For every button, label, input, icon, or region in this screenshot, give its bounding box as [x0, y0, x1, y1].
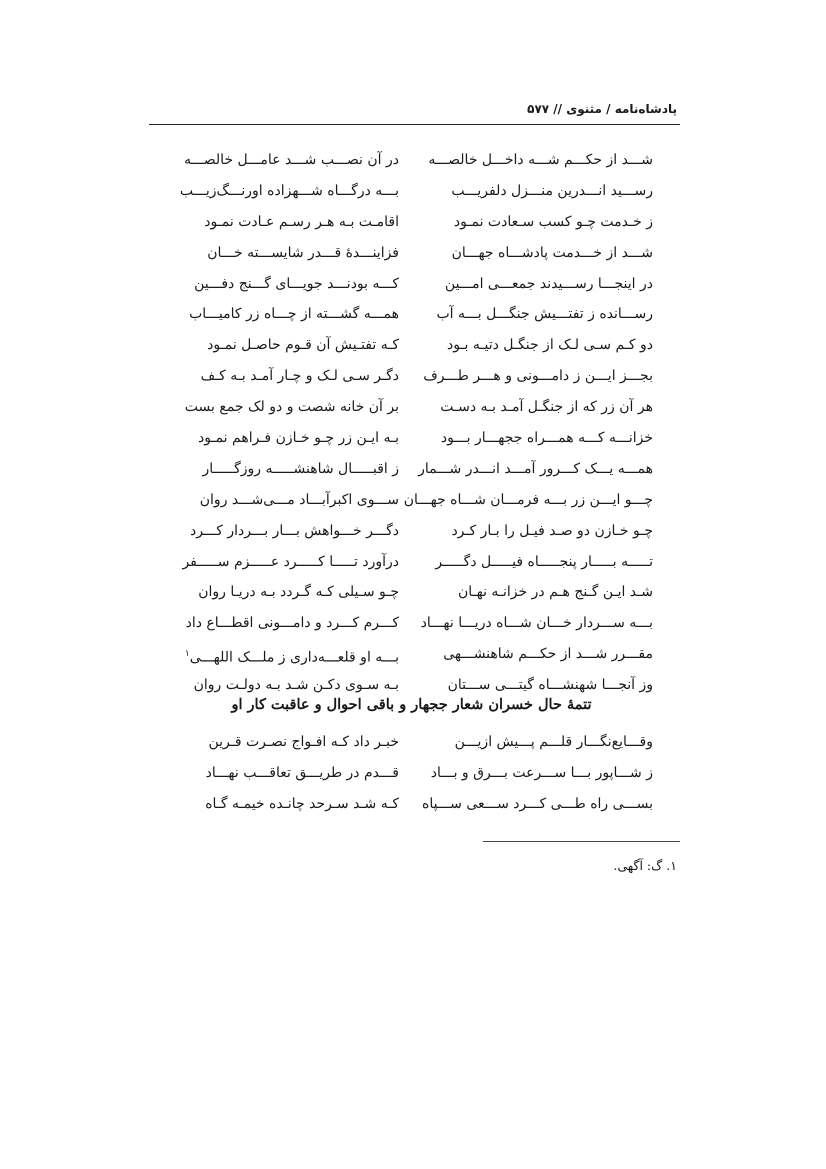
- couplet: [146, 336, 677, 367]
- hemistich-first: بجـــز ایـــن ز دامـــونی و هـــر طـــرف: [423, 368, 653, 385]
- hemistich-first: تـــــه بـــــار پنجـــــاه فیـــــل دگـــــر: [435, 553, 653, 570]
- hemistich-second: [207, 336, 399, 354]
- hemistich-first: رســـید انـــدرین منـــزل دلفریـــب: [451, 182, 653, 199]
- couplet: [146, 305, 677, 336]
- couplet: [146, 367, 677, 398]
- hemistich-text: کـــه بودنـــد جویـــای گـــنج دفـــین: [194, 275, 399, 292]
- running-header: پادشاه‌نامه / مثنوی // ۵۷۷: [527, 102, 677, 116]
- hemistich-first: شـــد از حکـــم شـــه داخـــل خالصـــه: [428, 152, 653, 168]
- couplet: [146, 764, 677, 795]
- hemistich-second: [194, 275, 399, 293]
- hemistich-first: همـــه یـــک کـــرور آمـــد انـــدر شـــمار: [418, 460, 653, 477]
- couplet: [146, 151, 677, 182]
- verse-block-2: [146, 733, 677, 826]
- footnote-marker: ۱: [184, 649, 190, 660]
- hemistich-text: خبـر داد کـه افـواج نصـرت قـرین: [208, 734, 399, 750]
- hemistich-second: [205, 795, 399, 813]
- header-rule: [149, 124, 680, 125]
- hemistich-text: اقامـت بـه هـر رسـم عـادت نمـود: [204, 213, 399, 230]
- hemistich-second: [189, 305, 399, 323]
- couplet: [146, 275, 677, 306]
- couplet: [146, 795, 677, 826]
- hemistich-first: دو کـم سـی لـک از جنگـل دتیـه بـود: [446, 337, 653, 354]
- hemistich-first: وقـــایع‌نگـــار قلـــم پـــیش ازیـــن: [454, 734, 653, 750]
- hemistich-text: بر آن خانه شصت و دو لک جمع بست: [184, 399, 399, 416]
- couplet: [146, 429, 677, 460]
- section-heading: تتمۀ حال خسران شعار ججهار و باقی احوال و عاقبت کار او: [231, 696, 592, 713]
- hemistich-text: کـــرم کـــرد و دامـــونی اقطـــاع داد: [185, 615, 399, 632]
- hemistich-text: کـه تفتـیش آن قـوم حاصـل نمـود: [207, 337, 399, 354]
- hemistich-text: چـو سـیلی کـه گـردد بـه دریـا روان: [198, 584, 399, 601]
- couplet: [146, 491, 677, 522]
- hemistich-text: بـــه درگـــاه شـــهزاده اورنـــگ‌زیـــب: [179, 182, 399, 199]
- hemistich-text: بـه سـوی دکـن شـد بـه دولـت روان: [193, 677, 399, 694]
- hemistich-first: بـــه ســـردار خـــان شـــاه دریـــا نهـــاد: [420, 615, 653, 632]
- hemistich-second: [206, 764, 399, 782]
- couplet: [146, 244, 677, 275]
- hemistich-text: دگـر سـی لـک و چـار آمـد بـه کـف: [200, 368, 399, 385]
- hemistich-first: شـد ایـن گـنج هـم در خزانـه نهـان: [457, 584, 653, 601]
- hemistich-text: همـــه گشـــته از چـــاه زر کامیـــاب: [189, 306, 399, 323]
- hemistich-text: قـــدم در طریـــق تعاقـــب نهـــاد: [205, 764, 399, 781]
- hemistich-first: رســـانده ز تفتـــیش جنگـــل بـــه آب: [436, 306, 653, 323]
- couplet: [146, 614, 677, 645]
- hemistich-second: [194, 676, 399, 694]
- hemistich-second: [186, 614, 399, 632]
- footnote: ۱. گ: آگهی.: [613, 858, 677, 873]
- hemistich-text: ســـوی اکبرآبـــاد مـــی‌شـــد روان: [199, 491, 399, 508]
- hemistich-second: [201, 367, 399, 385]
- couplet: [146, 522, 677, 553]
- couplet: [146, 553, 677, 584]
- hemistich-second: [180, 182, 399, 200]
- hemistich-first: چـــو ایـــن زر بـــه فرمـــان شـــاه جهـــان: [403, 491, 653, 508]
- hemistich-first: مقـــرر شـــد از حکـــم شاهنشـــهی: [443, 646, 653, 663]
- footnote-separator: [483, 841, 680, 842]
- hemistich-text: دگـــر خـــواهش بـــار بـــردار کـــرد: [189, 522, 399, 539]
- couplet: [146, 645, 677, 676]
- hemistich-second: [184, 151, 399, 169]
- hemistich-text: کـه شـد سـرحد چانـده خیمـه گـاه: [205, 795, 399, 812]
- hemistich-second: [203, 460, 399, 478]
- hemistich-text: بـه ایـن زر چـو خـازن فـراهم نمـود: [198, 430, 399, 447]
- hemistich-second: [198, 583, 399, 601]
- hemistich-first: هر آن زر که از جنگـل آمـد بـه دسـت: [440, 399, 653, 416]
- hemistich-text: در آن نصـــب شـــد عامـــل خالصـــه: [183, 152, 399, 168]
- hemistich-second: [207, 244, 399, 262]
- hemistich-second: [208, 733, 399, 751]
- hemistich-first: شـــد از خـــدمت پادشـــاه جهـــان: [451, 244, 653, 261]
- verse-block-1: [146, 151, 677, 707]
- hemistich-second: [198, 429, 399, 447]
- hemistich-second: [190, 522, 399, 540]
- hemistich-second: [185, 398, 399, 416]
- hemistich-first: چـو خـازن دو صـد فیـل را بـار کـرد: [451, 522, 653, 539]
- hemistich-second: [182, 553, 399, 571]
- couplet: [146, 213, 677, 244]
- couplet: [146, 733, 677, 764]
- hemistich-first: در اینجـــا رســـیدند جمعـــی امـــین: [444, 275, 653, 292]
- hemistich-first: ز خـدمت چـو کسب سـعادت نمـود: [453, 213, 653, 230]
- hemistich-second: [185, 645, 399, 667]
- couplet: [146, 182, 677, 213]
- hemistich-text: فزاینـــدۀ قـــدر شایســـته خـــان: [207, 244, 399, 261]
- hemistich-text: درآورد تـــــا کـــــرد عـــــزم ســـــفر: [182, 553, 399, 570]
- hemistich-text: بـــه او قلعـــه‌داری ز ملـــک اللهـــی: [189, 649, 399, 666]
- hemistich-second: [200, 491, 399, 509]
- hemistich-text: ز اقبـــــال شاهنشـــــه روزگـــــار: [202, 460, 399, 477]
- couplet: [146, 583, 677, 614]
- couplet: [146, 398, 677, 429]
- hemistich-first: بســـی راه طـــی کـــرد ســـعی ســـپاه: [422, 795, 653, 812]
- hemistich-first: وز آنجـــا شهنشـــاه گیتـــی ســـتان: [447, 677, 653, 694]
- hemistich-first: ز شـــاپور بـــا ســـرعت بـــرق و بـــاد: [430, 764, 653, 781]
- couplet: [146, 460, 677, 491]
- hemistich-first: خزانـــه کـــه همـــراه ججهـــار بـــود: [440, 430, 653, 447]
- hemistich-second: [204, 213, 399, 231]
